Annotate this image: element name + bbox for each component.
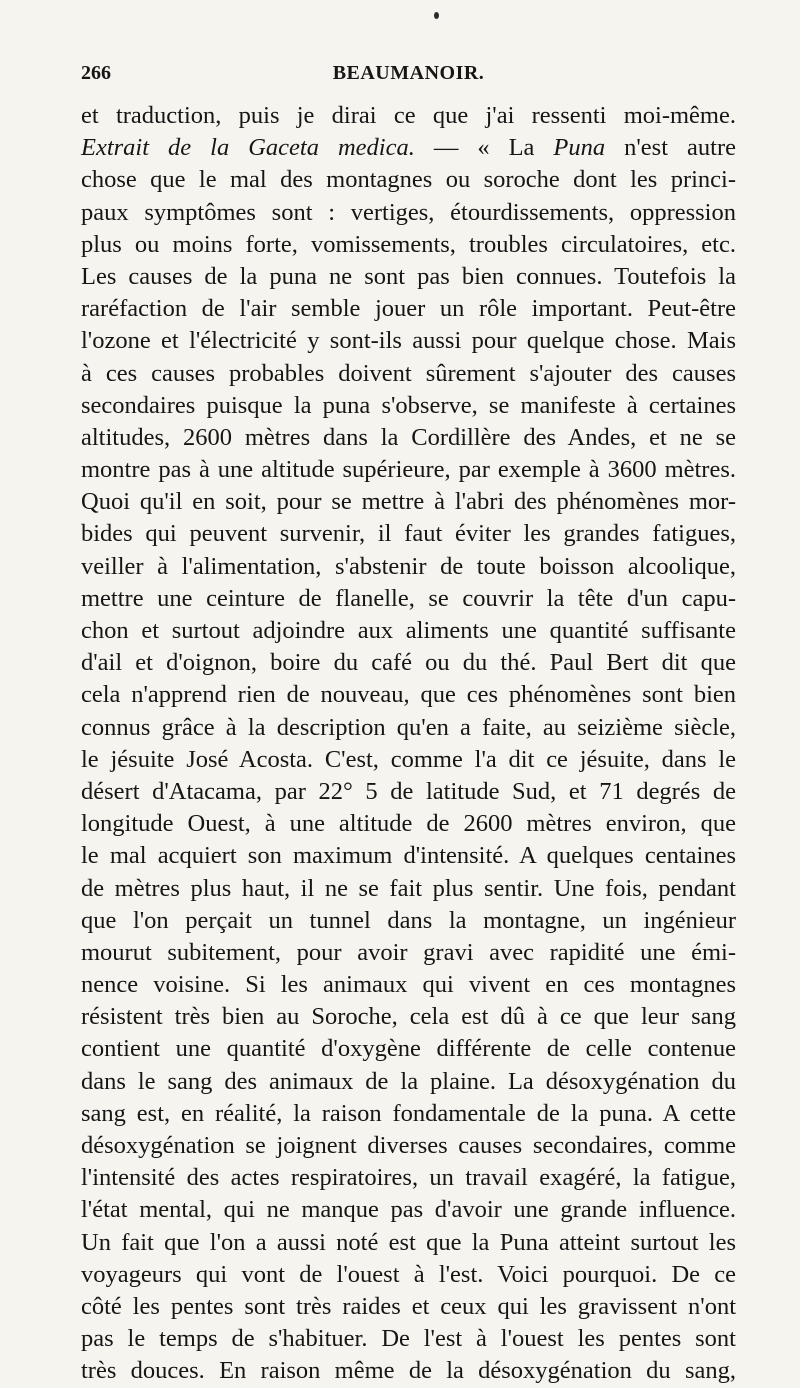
text-line [81,615,736,647]
text-line [81,164,736,196]
text-segment: montre pas à une altitude supérieure, par exemple à 3600 mètres. [81,456,736,484]
text-segment: connus grâce à la description qu'en a faite, au seizième siècle, [81,713,736,741]
text-segment: voyageurs qui vont de l'ouest à l'est. Voici pourquoi. De ce [81,1260,736,1288]
italic-text: Extrait de la Gaceta medica. [81,134,415,162]
text-line [81,937,736,969]
text-segment: l'ozone et l'électricité y sont-ils aussi pour quelque chose. Mais [81,327,736,355]
page-number: 266 [81,62,111,84]
text-line [81,229,736,261]
text-segment: très douces. En raison même de la désoxygénation du sang, [81,1357,736,1385]
text-line [81,325,736,357]
text-segment: paux symptômes sont : vertiges, étourdissements, oppression [81,198,736,226]
text-line [81,454,736,486]
text-segment: côté les pentes sont très raides et ceux qui les gravissent n'ont [81,1292,736,1320]
text-segment: l'état mental, qui ne manque pas d'avoir une grande influence. [81,1196,736,1224]
text-segment: secondaires puisque la puna s'observe, se manifeste à certaines [81,391,736,419]
text-segment: chose que le mal des montagnes ou soroche dont les princi- [81,166,736,194]
text-line [81,808,736,840]
text-segment: bides qui peuvent survenir, il faut éviter les grandes fatigues, [81,520,736,548]
text-segment: plus ou moins forte, vomissements, troubles circulatoires, etc. [81,230,736,258]
text-segment: le jésuite José Acosta. C'est, comme l'a dit ce jésuite, dans le [81,745,736,773]
text-line [81,873,736,905]
text-line [81,422,736,454]
text-line [81,744,736,776]
text-segment: mourut subitement, pour avoir gravi avec rapidité une émi- [81,938,736,966]
text-line [81,358,736,390]
text-line [81,1162,736,1194]
text-segment: et traduction, puis je dirai ce que j'ai ressenti moi-même. [81,102,736,129]
text-line [81,1130,736,1162]
text-segment: Quoi qu'il en soit, pour se mettre à l'abri des phénomènes mor- [81,488,736,516]
text-line [81,518,736,550]
text-line [81,1194,736,1226]
text-segment: désoxygénation se joignent diverses causes secondaires, comme [81,1132,736,1159]
page-header [81,62,736,92]
text-segment: veiller à l'alimentation, s'abstenir de toute boisson alcoolique, [81,552,736,580]
text-line [81,551,736,583]
text-line [81,776,736,808]
text-segment: pas le temps de s'habituer. De l'est à l'ouest les pentes sont [81,1325,736,1353]
text-segment: raréfaction de l'air semble jouer un rôle important. Peut-être [81,295,736,323]
text-line [81,905,736,937]
text-line [81,969,736,1001]
text-segment: l'intensité des actes respiratoires, un travail exagéré, la fatigue, [81,1164,736,1192]
text-line [81,486,736,518]
text-line [81,840,736,872]
text-line [81,1033,736,1065]
text-line [81,1066,736,1098]
text-segment: Un fait que l'on a aussi noté est que la Puna atteint surtout les [81,1228,736,1256]
text-line [81,679,736,711]
text-segment: d'ail et d'oignon, boire du café ou du thé. Paul Bert dit que [81,649,736,677]
text-segment: dans le sang des animaux de la plaine. La désoxygénation du [81,1067,736,1095]
text-segment: mettre une ceinture de flanelle, se couvrir la tête d'un capu- [81,584,736,612]
text-line [81,293,736,325]
text-line [81,583,736,615]
text-segment: — « La [414,134,554,162]
running-head: BEAUMANOIR. [332,62,485,84]
text-line [81,1291,736,1323]
text-segment: nence voisine. Si les animaux qui vivent en ces montagnes [81,971,736,999]
text-line [81,197,736,229]
text-segment: contient une quantité d'oxygène différente de celle contenue [81,1035,736,1063]
text-line [81,1227,736,1259]
text-line [81,1001,736,1033]
text-line [81,1259,736,1291]
text-segment: désert d'Atacama, par 22° 5 de latitude Sud, et 71 degrés de [81,777,736,805]
text-segment: n'est autre [605,134,736,162]
text-line [81,647,736,679]
text-line [81,132,736,164]
text-segment: altitudes, 2600 mètres dans la Cordillère des Andes, et ne se [81,423,736,451]
text-line [81,712,736,744]
body-text [81,100,736,1388]
italic-text: Puna [553,134,606,162]
text-line [81,1323,736,1355]
ink-speck [434,12,439,19]
text-segment: que l'on perçait un tunnel dans la montagne, un ingénieur [81,906,736,934]
text-line [81,1355,736,1387]
text-segment: sang est, en réalité, la raison fondamentale de la puna. A cette [81,1099,736,1127]
text-segment: longitude Ouest, à une altitude de 2600 mètres environ, que [81,810,736,838]
text-segment: chon et surtout adjoindre aux aliments une quantité suffisante [81,617,736,644]
text-line [81,390,736,422]
text-segment: cela n'apprend rien de nouveau, que ces phénomènes sont bien [81,681,736,709]
text-segment: le mal acquiert son maximum d'intensité. A quelques centaines [81,842,736,870]
text-segment: de mètres plus haut, il ne se fait plus sentir. Une fois, pendant [81,874,736,902]
text-line [81,1098,736,1130]
text-line [81,100,736,132]
text-segment: à ces causes probables doivent sûrement s'ajouter des causes [81,359,736,387]
text-segment: Les causes de la puna ne sont pas bien connues. Toutefois la [81,262,736,290]
text-segment: résistent très bien au Soroche, cela est dû à ce que leur sang [81,1003,736,1031]
text-line [81,261,736,293]
